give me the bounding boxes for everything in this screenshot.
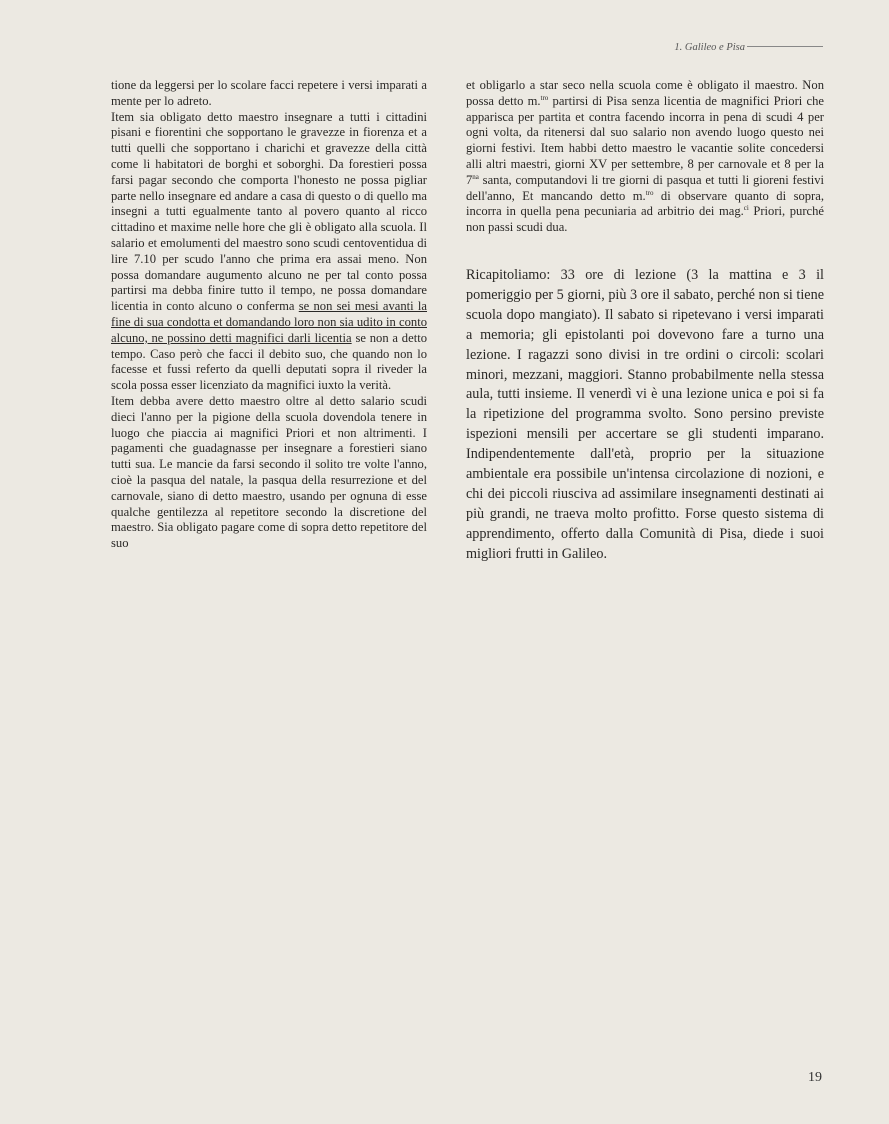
document-continuation [466, 78, 824, 236]
document-text: Priori, purché non passi scudi dua. [466, 204, 824, 235]
document-paragraph-3: Item debba avere detto maestro oltre al detto salario scudi dieci l'anno per la pigione della scuola dovendola tenere in luogo che piaccia ai magnifici Priori et non altrimenti. I pagamenti che guadagnasse per insegnare a forestieri siano tutti sua. Le mancie da farsi secondo il solito tre volte l'anno, cioè la pasqua del natale, la pasqua della resurrezione et del carnovale, siano di detto maestro, usando per ognuna di esse qualche gentilezza al repetitore secondo la discretione del maestro. Sia obligato pagare come di sopra detto repetitore del suo [111, 393, 427, 551]
document-text: Item sia obligato detto maestro insegnare a tutti i cittadini pisani e fiorentini che sopportano le gravezze in fiorenza et a tutti quelli che sopportano i charichi et gravezze della città come li habitatori de borghi et soborghi. Da forestieri possa farsi pagar secondo che comporta l'honesto ne possa pigliar parte nello insegnare ed andare a casa di questo o di quello ma insegni a tutti egualmente tanto al povero quanto al ricco cittadino et maxime nelle hore che gli è obligato alla scuola. Il salario et emolumenti del maestro sono scudi centoventidua di lire 7.10 per scudo l'anno che prima era assai meno. Non possa domandare augumento alcuno ne per tal conto possa partirsi ma debba finire tutto il tempo, ne possa domandare licentia in conto alcuno o conferma [111, 109, 427, 314]
document-text: di observare quanto di sopra, incorra in quella pena pecuniaria ad arbitrio dei mag. [466, 188, 824, 219]
page-number: 19 [808, 1070, 822, 1085]
document-text: se non a detto tempo. Caso però che facci il debito suo, che quando non lo facesse et fussi referto da quelli deputati sopra il riveder la scola possa esser licenziato da magnifici iuxto la verità. [111, 330, 427, 393]
underlined-passage: se non sei mesi avanti la fine di sua condotta et domandando loro non sia udito in conto alcuno, ne possino detti magnifici darli licentia [111, 299, 428, 345]
right-column [466, 78, 824, 565]
document-paragraph-1: tione da leggersi per lo scolare facci repetere i versi imparati a mente per lo adreto. [111, 78, 427, 108]
running-head-rule [747, 46, 823, 47]
superscript-abbrev: tro [645, 188, 654, 197]
superscript-abbrev: tro [540, 93, 549, 102]
running-head [674, 42, 823, 53]
left-column [111, 78, 427, 552]
superscript-abbrev: ci [743, 204, 749, 213]
document-text: santa, computandovi li tre giorni di pasqua et tutti li gioreni festivi dell'anno, Et mancando detto m. [466, 172, 824, 203]
superscript-abbrev: na [472, 172, 479, 181]
document-text: et obligarlo a star seco nella scuola come è obligato il maestro. Non possa detto m. [466, 78, 824, 108]
document-paragraph-2 [111, 110, 427, 394]
document-text: partirsi di Pisa senza licentia de magnifici Priori che apparisca per partita et contra facendo incorra in pena di scudi 4 per ogni volta, da ritenersi dal suo salario non avendo luogo questo nei giorni festivi. Item habbi detto maestro le vacantie solite concedersi alli altri maestri, giorni XV per settembre, 8 per carnovale et 8 per la 7 [466, 93, 824, 187]
commentary-paragraph: Ricapitoliamo: 33 ore di lezione (3 la mattina e 3 il pomeriggio per 5 giorni, più 3 ore il sabato, perché non si tiene scuola dopo mangiato). Il sabato si ripetevano i versi imparati a memoria; gli epistolanti poi dovevono fare a turno una lezione. I ragazzi sono divisi in tre ordini o circoli: scolari minori, mezzani, maggiori. Stanno probabilmente nella stessa aula, tutti insieme. Il venerdì vi è una lezione unica e poi si fa la ripetizione del programma svolto. Sono persino previste ispezioni mensili per accertare se gli studenti imparano. Indipendentemente dall'età, proprio per la situazione ambientale era possibile un'intensa circolazione di nozioni, e chi dei piccoli riusciva ad assimilare insegnamenti destinati ai più grandi, ne traeva molto profitto. Forse questo sistema di apprendimento, offerto dalla Comunità di Pisa, diede i suoi migliori frutti in Galileo. [466, 266, 824, 562]
running-head-text: 1. Galileo e Pisa [674, 42, 745, 53]
